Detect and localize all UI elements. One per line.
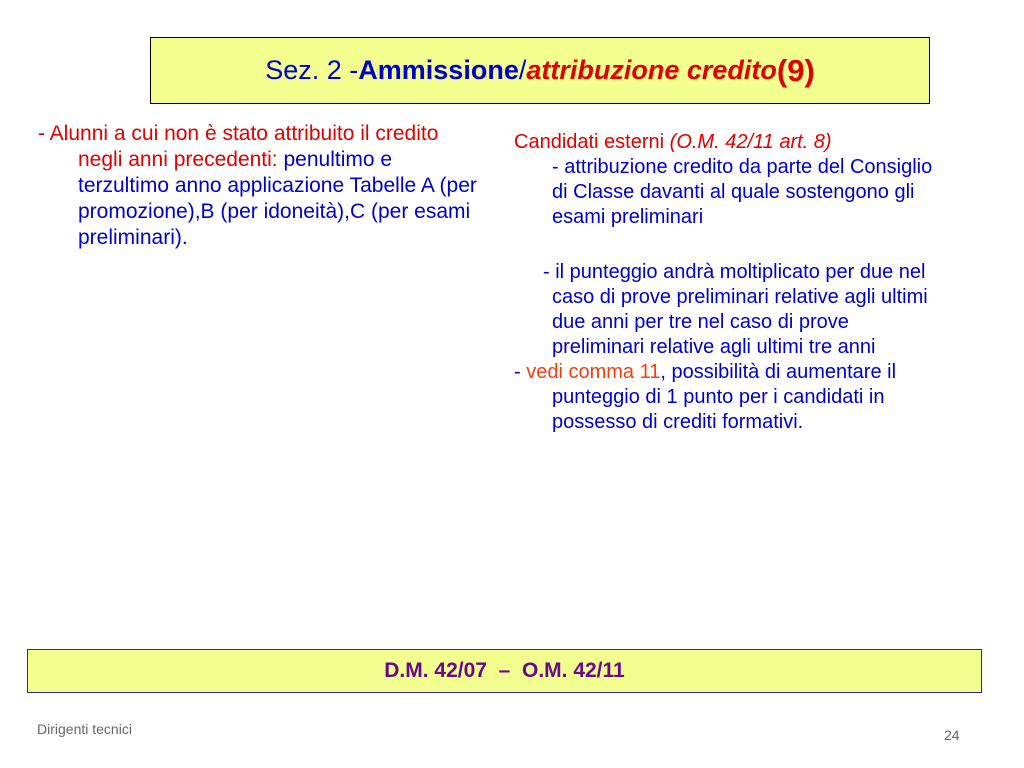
reference-box: D.M. 42/07 – O.M. 42/11 bbox=[27, 649, 982, 693]
right-column bbox=[514, 130, 944, 435]
right-item-1: - attribuzione credito da parte del Consiglio di Classe davanti al quale sostengono gli esami preliminari bbox=[552, 156, 933, 228]
page-number: 24 bbox=[944, 727, 960, 743]
left-column bbox=[38, 121, 478, 251]
item3-rest: , possibilità di aumentare il punteggio di 1 punto per i candidati in possesso di crediti formativi. bbox=[552, 361, 897, 433]
title-italic: attribuzione credito bbox=[526, 55, 777, 85]
right-heading bbox=[514, 130, 944, 155]
item3-red: vedi comma 11 bbox=[526, 361, 661, 383]
left-dash: - bbox=[38, 122, 50, 145]
left-red-text: Alunni a cui non è stato attribuito il credito negli anni precedenti: bbox=[49, 122, 439, 171]
left-paragraph bbox=[38, 121, 478, 251]
right-item-3 bbox=[514, 360, 944, 435]
right-item-2: - il punteggio andrà moltiplicato per due nel caso di prove preliminari relative agli ultimi due anni per tre nel caso di prove preliminari relative agli ultimi tre anni bbox=[543, 261, 928, 358]
title-prefix: Sez. 2 - bbox=[265, 55, 359, 85]
left-blue-text: penultimo e terzultimo anno applicazione Tabelle A (per promozione),B (per idoneità),C (per esami preliminari). bbox=[78, 148, 477, 249]
right-heading-ref: (O.M. 42/11 art. 8) bbox=[669, 131, 832, 153]
footer-author: Dirigenti tecnici bbox=[37, 721, 132, 737]
right-heading-text: Candidati esterni bbox=[514, 131, 670, 153]
title-slash: / bbox=[518, 55, 527, 85]
title-number: (9) bbox=[776, 52, 815, 88]
item3-dash: - bbox=[514, 361, 527, 383]
title-bold: Ammissione bbox=[358, 55, 519, 85]
slide-title bbox=[150, 37, 930, 104]
